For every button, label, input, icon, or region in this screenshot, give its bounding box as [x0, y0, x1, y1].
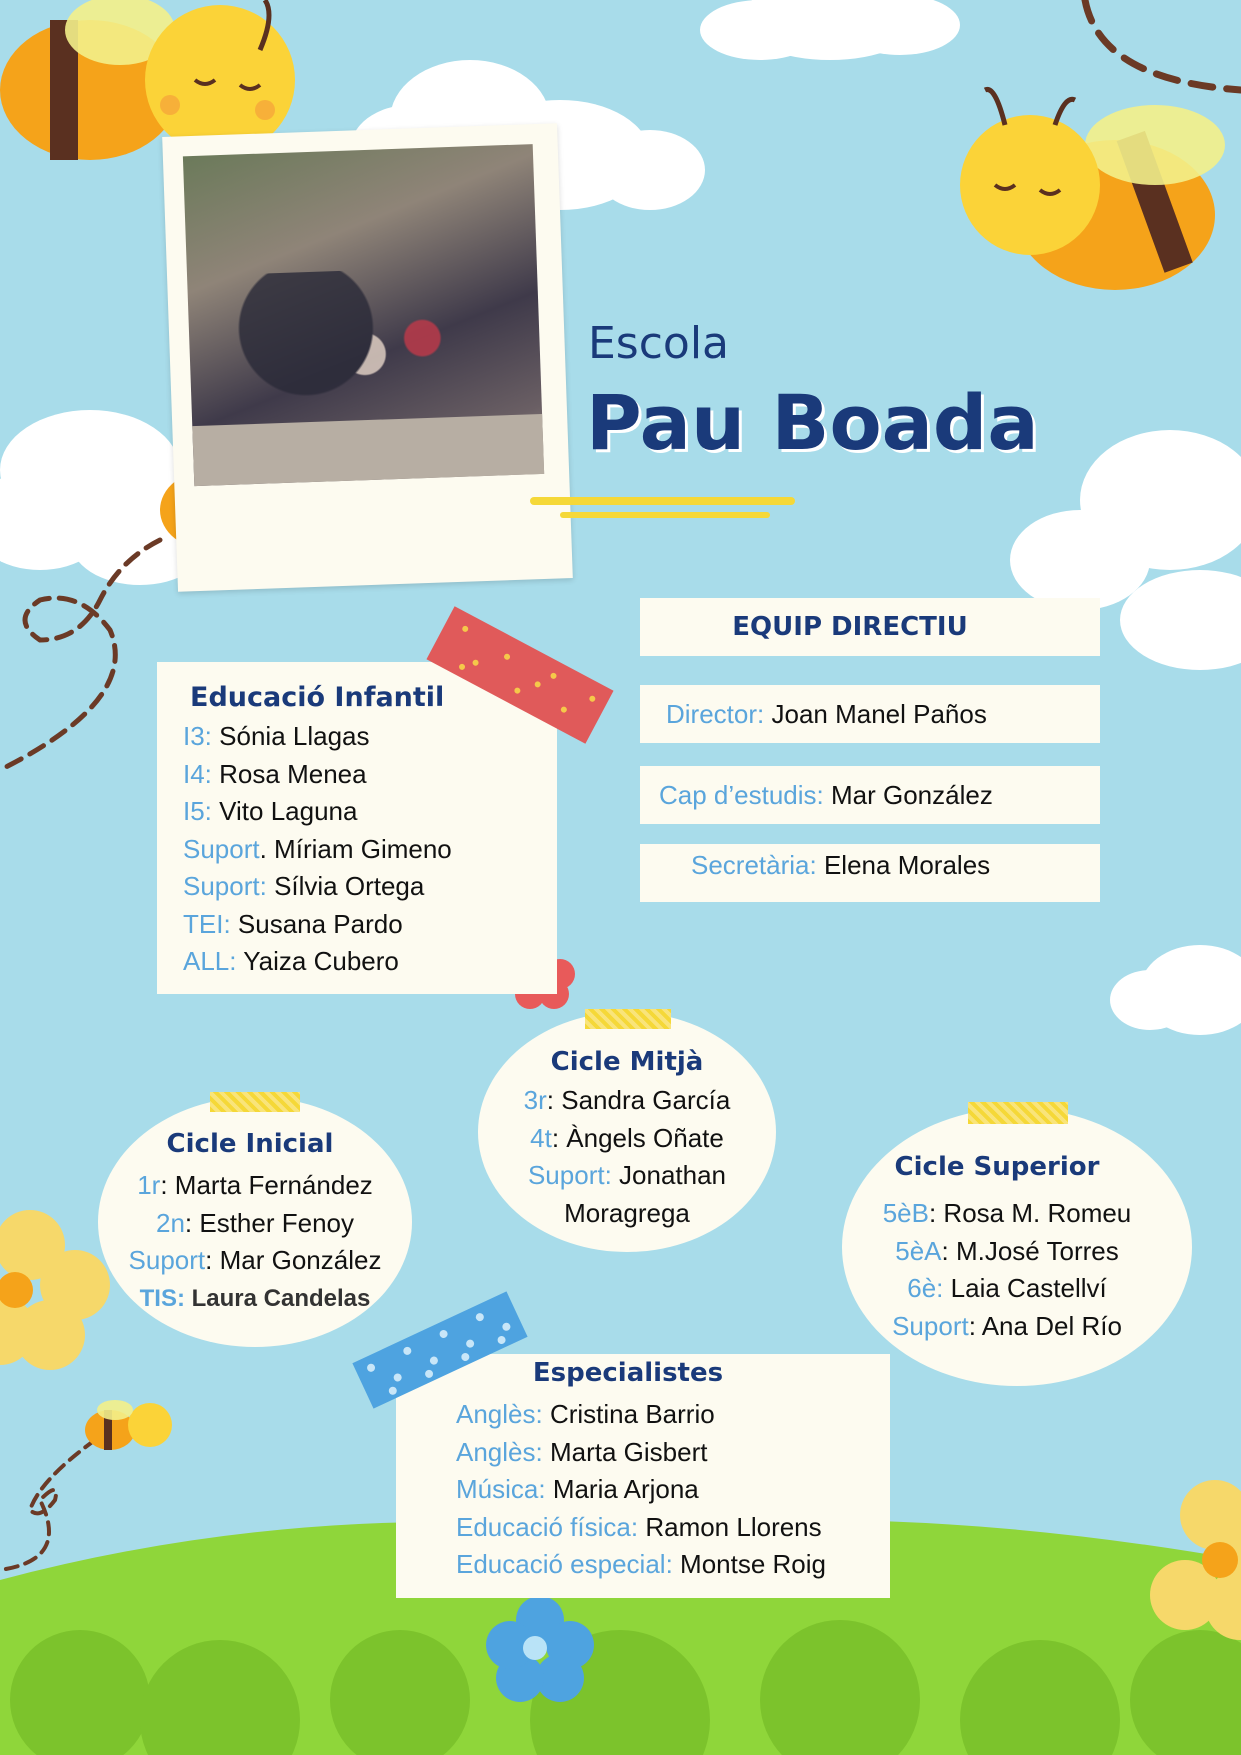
school-title: Pau Boada [586, 378, 1039, 467]
list-item: 3r: Sandra García [523, 1085, 731, 1115]
list-item: I5: Vito Laguna [183, 796, 358, 826]
director-name: Joan Manel Paños [771, 699, 987, 729]
secretaria-name: Elena Morales [823, 850, 991, 880]
yellow-tape-inicial [210, 1092, 300, 1112]
especialistes-list [456, 1396, 826, 1584]
washi-tape-icon [420, 600, 620, 750]
list-item: Suport: Sílvia Ortega [183, 871, 425, 901]
yellow-tape-superior [968, 1102, 1068, 1124]
photo-frame [162, 123, 573, 592]
infantil-heading: Educació Infantil [190, 682, 445, 713]
list-item: Suport. Míriam Gimeno [183, 833, 452, 864]
list-item: Suport: Mar González [128, 1245, 382, 1275]
list-item: TIS: Laura Candelas [139, 1284, 371, 1312]
list-item: Anglès: Marta Gisbert [456, 1436, 708, 1467]
list-item: TEI: Susana Pardo [183, 908, 403, 939]
list-item: I4: Rosa Menea [183, 758, 367, 789]
yellow-tape-mitja [585, 1009, 671, 1029]
director-card [640, 685, 1100, 743]
mitja-list [478, 1082, 776, 1232]
title-underline [530, 497, 795, 505]
list-item: Música: Maria Arjona [456, 1474, 699, 1504]
list-item: Educació especial: Montse Roig [456, 1549, 827, 1579]
cap-estudis-name: Mar González [831, 780, 993, 810]
list-item: 4t: Àngels Oñate [530, 1122, 724, 1153]
list-item: 5èA: M.José Torres [895, 1235, 1119, 1266]
infantil-list [183, 718, 452, 981]
list-item: 5èB: Rosa M. Romeu [882, 1198, 1132, 1228]
secretaria-role: Secretària: [691, 850, 817, 880]
superior-heading: Cicle Superior [894, 1152, 1100, 1182]
list-item: 1r: Marta Fernández [137, 1170, 373, 1200]
list-item: Suport: Ana Del Río [892, 1310, 1122, 1341]
sun-icon [1085, 0, 1241, 90]
equip-directiu-heading: EQUIP DIRECTIU [732, 612, 968, 642]
list-item: Suport: Jonathan [527, 1160, 727, 1190]
secretaria-card [640, 844, 1100, 902]
equip-directiu-header-card [640, 598, 1100, 656]
director-role: Director: [666, 699, 765, 729]
school-pre-title: Escola [588, 318, 730, 369]
cap-estudis-role: Cap d’estudis: [659, 780, 824, 810]
list-item: Moragrega [564, 1197, 690, 1228]
list-item: Anglès: Cristina Barrio [456, 1399, 715, 1429]
inicial-heading: Cicle Inicial [166, 1129, 334, 1159]
list-item: 2n: Esther Fenoy [156, 1207, 354, 1238]
cap-estudis-card [640, 766, 1100, 824]
mitja-heading: Cicle Mitjà [550, 1047, 704, 1077]
list-item: 6è: Laia Castellví [907, 1273, 1107, 1303]
list-item: Educació física: Ramon Llorens [456, 1511, 822, 1542]
list-item: ALL: Yaiza Cubero [183, 946, 399, 976]
title-underline [560, 512, 770, 518]
especialistes-heading: Especialistes [532, 1358, 724, 1388]
list-item: I3: Sónia Llagas [183, 721, 370, 751]
superior-list [842, 1195, 1192, 1345]
class-photo [183, 144, 544, 486]
superior-card [842, 1108, 1192, 1386]
mitja-card [478, 1012, 776, 1252]
washi-tape-icon [345, 1285, 535, 1415]
